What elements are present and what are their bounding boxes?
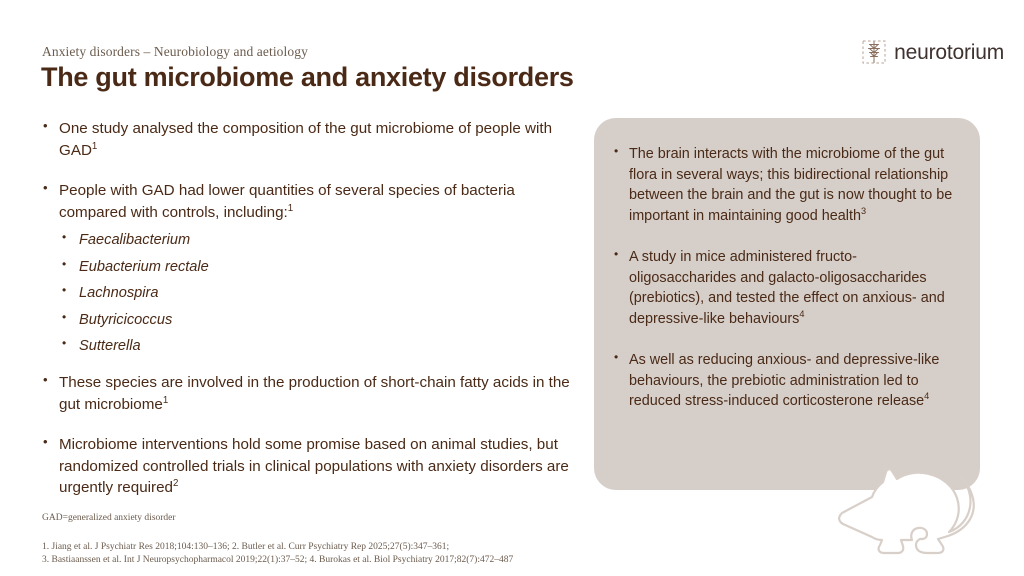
reference-marker: 3	[861, 206, 867, 217]
list-item: • Eubacterium rectale	[59, 258, 586, 277]
list-item: • Butyricicoccus	[59, 311, 586, 330]
reference-marker: 4	[924, 391, 930, 402]
slide-eyebrow: Anxiety disorders – Neurobiology and aetiology	[42, 44, 308, 59]
reference-marker: 1	[162, 394, 169, 406]
bullet-text: A study in mice administered fructo-oligosaccharides and galacto-oligosaccharides (prebiotics), and tested the effect on anxious- and depressive-like behaviours	[629, 248, 945, 328]
panel-content	[612, 144, 954, 432]
list-item	[41, 434, 586, 499]
brand-logo	[861, 39, 1004, 65]
bullet-text: As well as reducing anxious- and depressive-like behaviours, the prebiotic administration led to reduced stress-induced corticosterone release	[629, 351, 940, 410]
reference-line: 3. Bastiaanssen et al. Int J Neuropsychopharmacol 2019;22(1):37–52; 4. Burokas et al. Biol Psychiatry 2017;82(7):472–487	[42, 555, 514, 566]
panel-bullet-list	[612, 144, 954, 412]
bullet-text: One study analysed the composition of the gut microbiome of people with GAD	[59, 120, 553, 159]
reference-marker: 2	[172, 478, 179, 490]
list-item: • Faecalibacterium	[59, 231, 586, 250]
left-bullet-list	[41, 118, 586, 499]
list-item: • Sutterella	[59, 337, 586, 356]
list-item	[612, 144, 954, 227]
page-title: The gut microbiome and anxiety disorders	[41, 62, 574, 92]
reference-marker: 1	[91, 140, 98, 152]
bullet-text: Microbiome interventions hold some promise based on animal studies, but randomized controlled trials in clinical populations with anxiety disorders are urgently required	[59, 436, 569, 497]
list-item	[41, 180, 586, 356]
bullet-text: These species are involved in the production of short-chain fatty acids in the gut microbiome	[59, 374, 570, 413]
left-content-column	[41, 118, 586, 518]
species-sub-list	[59, 231, 586, 356]
list-item: • Lachnospira	[59, 284, 586, 303]
list-item	[41, 372, 586, 415]
bullet-text: The brain interacts with the microbiome of the gut flora in several ways; this bidirectional relationship between the brain and the gut is now thought to be important in maintaining good health	[629, 146, 953, 225]
highlight-panel	[594, 118, 980, 490]
neuron-tree-icon	[861, 39, 887, 65]
brand-logo-text: neurotorium	[894, 40, 1004, 64]
references-block	[42, 541, 513, 568]
reference-marker: 4	[799, 309, 805, 320]
list-item	[612, 350, 954, 412]
reference-marker: 1	[287, 202, 294, 214]
list-item	[612, 247, 954, 330]
bullet-text: People with GAD had lower quantities of several species of bacteria compared with controls, including:	[59, 182, 515, 221]
reference-line: 1. Jiang et al. J Psychiatr Res 2018;104:130–136; 2. Butler et al. Curr Psychiatry Rep 2025;27(5):347–361;	[42, 542, 450, 552]
abbreviation-note: GAD=generalized anxiety disorder	[42, 513, 176, 523]
list-item	[41, 118, 586, 161]
